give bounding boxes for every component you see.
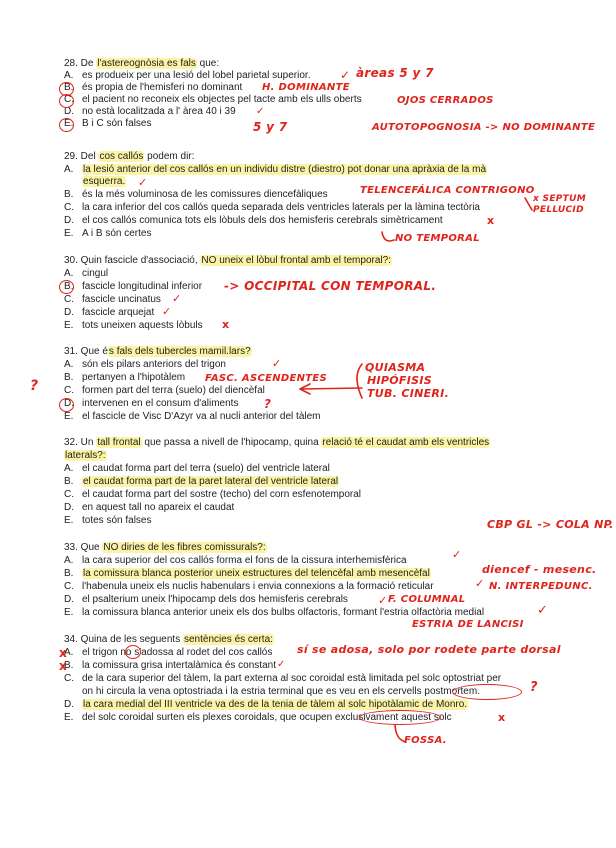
question-mark-31: ?: [30, 378, 39, 394]
option-e: E. A i B són certes: [64, 228, 152, 239]
option-b: B. la comissura blanca posterior uneix estructures del telencèfal amb mesencèfal: [64, 568, 430, 579]
option-c: C. fascicle uncinatus: [64, 294, 161, 305]
bracket-31: [357, 364, 362, 398]
answer-circle-28c: [59, 94, 74, 108]
brace-29c: [525, 198, 532, 210]
option-e: E. la comissura blanca anterior uneix els dos bulbs olfactoris, formant l'estria olfactòria medial: [64, 607, 485, 618]
note-30b: -> OCCIPITAL CON TEMPORAL.: [224, 279, 437, 293]
note-31b: HIPÓFISIS: [367, 374, 432, 387]
check-mark: ✓: [537, 603, 548, 618]
option-d: D. la cara medial del III ventricle va des de la tenia de tàlem al solc hipotàlamic de Monro.: [64, 699, 468, 710]
option-e: E. el fascicle de Visc D'Azyr va al nucli anterior del tàlem: [64, 411, 321, 422]
note-28c: OJOS CERRADOS: [397, 95, 494, 106]
option-e: E. tots uneixen aquests lòbuls: [64, 320, 203, 331]
note-28b: H. DOMINANTE: [262, 82, 350, 93]
circle-postmortem: [452, 684, 522, 700]
question-stem: 29. Del cos callós podem dir:: [64, 151, 195, 162]
option-a: A. la cara superior del cos callós forma el fons de la cissura interhemisfèrica: [64, 555, 407, 566]
option-a: A. la lesió anterior del cos callós en un individu distre (diestro) pot donar una apràxia de la mà: [64, 164, 487, 175]
option-c: C. de la cara superior del tàlem, la part externa al soc coroidal està limitada pel solc optostriat per: [64, 673, 502, 684]
question-stem: 31. Que és fals dels tubercles mamil.lars?: [64, 346, 251, 357]
option-c: C. l'habenula uneix els nuclis habenulars i envia connexions a la formació reticular: [64, 581, 434, 592]
option-d: D. el psalterium uneix l'hipocamp dels dos hemisferis cerebrals: [64, 594, 348, 605]
x-mark: x: [222, 318, 230, 331]
check-mark: ✓: [138, 176, 148, 189]
note-33b: diencef - mesenc.: [482, 563, 597, 576]
option-d: D. fascicle arquejat: [64, 307, 155, 318]
option-a: A. cingul: [64, 268, 109, 279]
option-b: B. fascicle longitudinal inferior: [64, 281, 203, 292]
option-a-continued: esquerra.: [83, 176, 126, 187]
option-a: A. es produeix per una lesió del lobel parietal superior.: [64, 70, 311, 81]
note-28a: àreas 5 y 7: [356, 66, 434, 80]
question-stem: 32. Un tall frontal que passa a nivell de l'hipocamp, quina relació té el caudat amb els ventricles: [64, 437, 490, 448]
check-mark: ✓: [277, 659, 286, 670]
note-33e: ESTRIA DE LANCISI: [412, 619, 524, 630]
note-29b: TELENCEFÁLICA CONTRIGONO: [360, 185, 535, 196]
x-mark: x: [59, 646, 67, 660]
option-c-continued: on hi circula la vena optostriada i la estria terminal que es veu en els cervells postmortem.: [82, 686, 480, 697]
question-mark-31d: ?: [264, 397, 272, 411]
option-d: D. no està localitzada a l' àrea 40 i 39: [64, 106, 236, 117]
check-mark: ✓: [452, 548, 462, 561]
note-32: CBP GL -> COLA NP.: [487, 518, 614, 531]
option-a: A. el caudat forma part del terra (suelo) del ventricle lateral: [64, 463, 330, 474]
option-d: D. en aquest tall no apareix el caudat: [64, 502, 235, 513]
check-mark: ✓: [340, 68, 351, 82]
underline-29d: [382, 232, 394, 241]
check-mark: ✓: [272, 357, 282, 370]
option-d: D. el cos callós comunica tots els lòbuls dels dos hemisferis cerebrals simètricament: [64, 215, 443, 226]
option-c: C. formen part del terra (suelo) del diencèfal: [64, 385, 265, 396]
option-c: C. el pacient no reconeix els objectes pel tacte amb els ulls oberts: [64, 94, 362, 105]
answer-circle-28e: [59, 118, 74, 132]
note-29c: x SEPTUM PELLUCID: [533, 194, 586, 215]
check-mark: ✓: [172, 292, 182, 305]
option-d: D. intervenen en el consum d'aliments: [64, 398, 239, 409]
answer-circle-30b: [59, 280, 74, 294]
note-33c: N. INTERPEDUNC.: [489, 581, 593, 592]
option-b: B. el caudat forma part de la paret lateral del ventricle lateral: [64, 476, 339, 487]
option-e: E. del solc coroidal surten els plexes coroidals, que ocupen exclusivament aquest solc: [64, 712, 452, 723]
note-28f: AUTOTOPOGNOSIA -> NO DOMINANTE: [372, 122, 596, 133]
question-stem: 30. Quin fascicle d'associació, NO uneix el lòbul frontal amb el temporal?:: [64, 255, 391, 266]
option-b: B. és propia de l'hemisferi no dominant: [64, 82, 243, 93]
option-b: B. pertanyen a l'hipotàlem: [64, 372, 186, 383]
option-b: B. la comissura grisa intertalàmica és constant: [64, 660, 276, 671]
note-28e: 5 y 7: [253, 120, 288, 134]
circle-no-34a: [125, 645, 141, 659]
note-33d: F. COLUMNAL: [388, 594, 466, 605]
arrow-31: [300, 384, 362, 394]
option-a: A. són els pilars anteriors del trigon: [64, 359, 226, 370]
note-31a: QUIASMA: [365, 361, 426, 374]
question-stem: 28. De l'astereognòsia es fals que:: [64, 58, 220, 69]
check-mark: ✓: [475, 577, 485, 590]
check-mark: ✓: [256, 106, 265, 117]
note-31c: TUB. CINERI.: [367, 387, 450, 400]
option-e: E. B i C són falses: [64, 118, 152, 129]
note-31bb: FASC. ASCENDENTES: [205, 373, 328, 384]
option-c: C. el caudat forma part del sostre (techo) del corn esfenotemporal: [64, 489, 362, 500]
note-29d: NO TEMPORAL: [395, 233, 480, 244]
answer-circle-31d: [59, 398, 74, 412]
x-mark: x: [498, 711, 506, 724]
check-mark: ✓: [162, 305, 172, 318]
x-mark: x: [487, 214, 495, 227]
note-34a: sí se adosa, solo por rodete parte dorsal: [297, 643, 561, 656]
check-mark: ✓: [378, 594, 388, 607]
x-mark: x: [59, 659, 67, 673]
note-34e: FOSSA.: [404, 735, 447, 746]
circle-exclusivament: [359, 710, 441, 725]
question-stem: 34. Quina de les seguents sentències és certa:: [64, 634, 273, 645]
question-stem-continued: laterals?:: [65, 450, 106, 461]
option-c: C. la cara inferior del cos callós queda separada dels ventricles laterals per la làmina tectòria: [64, 202, 480, 213]
question-mark-34c: ?: [530, 680, 538, 695]
question-stem: 33. Que NO diries de les fibres comissurals?:: [64, 542, 266, 553]
option-a: A. el trigon no s'adossa al rodet del cos callós: [64, 647, 273, 658]
option-e: E. totes són falses: [64, 515, 152, 526]
option-b: B. és la més voluminosa de les comissures diencefàliques: [64, 189, 328, 200]
